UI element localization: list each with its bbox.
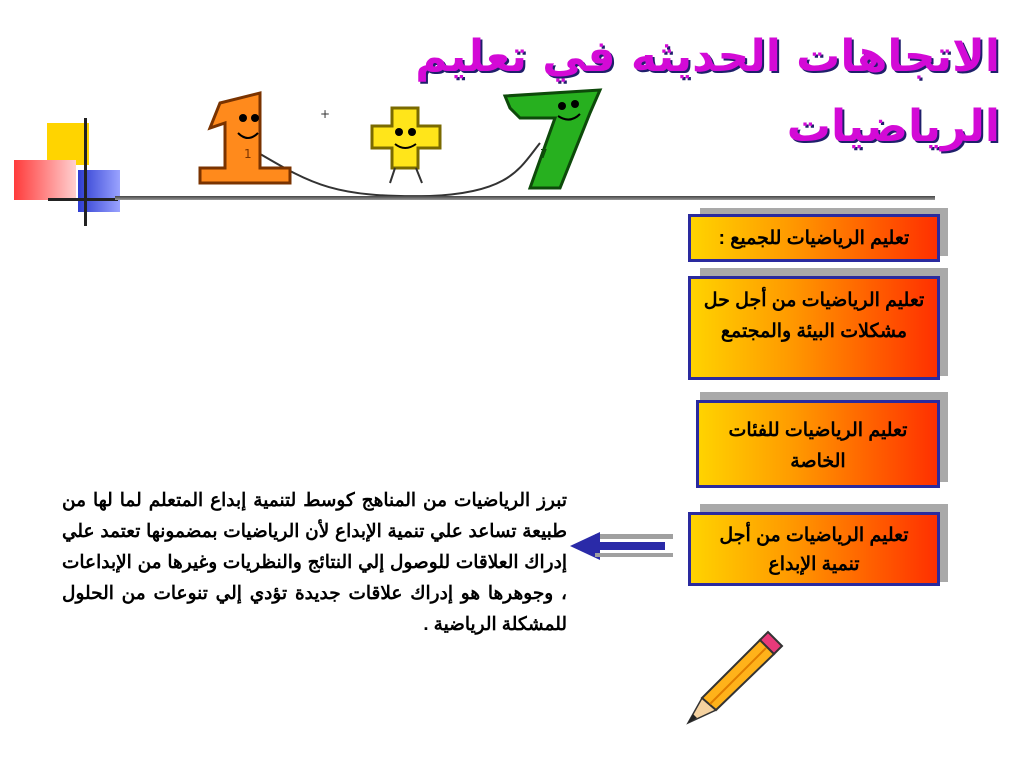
- topic-box-1: [688, 214, 940, 262]
- plus-label: +: [320, 107, 331, 121]
- plus-character: [320, 107, 440, 183]
- topic-box-1-text: تعليم الرياضيات للجميع :: [718, 228, 910, 249]
- body-paragraph: تبرز الرياضيات من المناهج كوسط لتنمية إبداع المتعلم لما لها من طبيعة تساعد علي تنمية الإبداع لأن الرياضيات بمضمونها تعتمد علي إدراك العلاقات للوصول إلي النتائج والنظريات وغيرها من الإبداعات ، وجوهرها هو إدراك علاقات جديدة تؤدي إلي تنوعات من الحلول للمشكلة الرياضية .: [62, 489, 567, 634]
- pencil-icon: [680, 628, 790, 728]
- digit-seven-label: 7: [540, 147, 548, 161]
- divider-line: [115, 196, 935, 200]
- digit-seven-character: [505, 90, 600, 188]
- slide-title: الاتجاهات الحديثه في تعليم الرياضيات: [415, 31, 1000, 152]
- digit-one-character: [200, 93, 290, 183]
- left-arrow-icon: [570, 530, 675, 562]
- numbers-clipart: [180, 88, 605, 198]
- topic-box-3-text: تعليم الرياضيات للفئات الخاصة: [728, 420, 908, 472]
- digit-one-label: 1: [244, 147, 252, 161]
- topic-box-2: [688, 276, 940, 380]
- topic-box-4: [688, 512, 940, 586]
- decorative-squares: [12, 118, 122, 228]
- topic-box-4-text: تعليم الرياضيات من أجل تنمية الإبداع: [719, 525, 909, 575]
- topic-box-2-text: تعليم الرياضيات من أجل حل مشكلات البيئة والمجتمع: [703, 290, 925, 342]
- topic-box-3: [696, 400, 940, 488]
